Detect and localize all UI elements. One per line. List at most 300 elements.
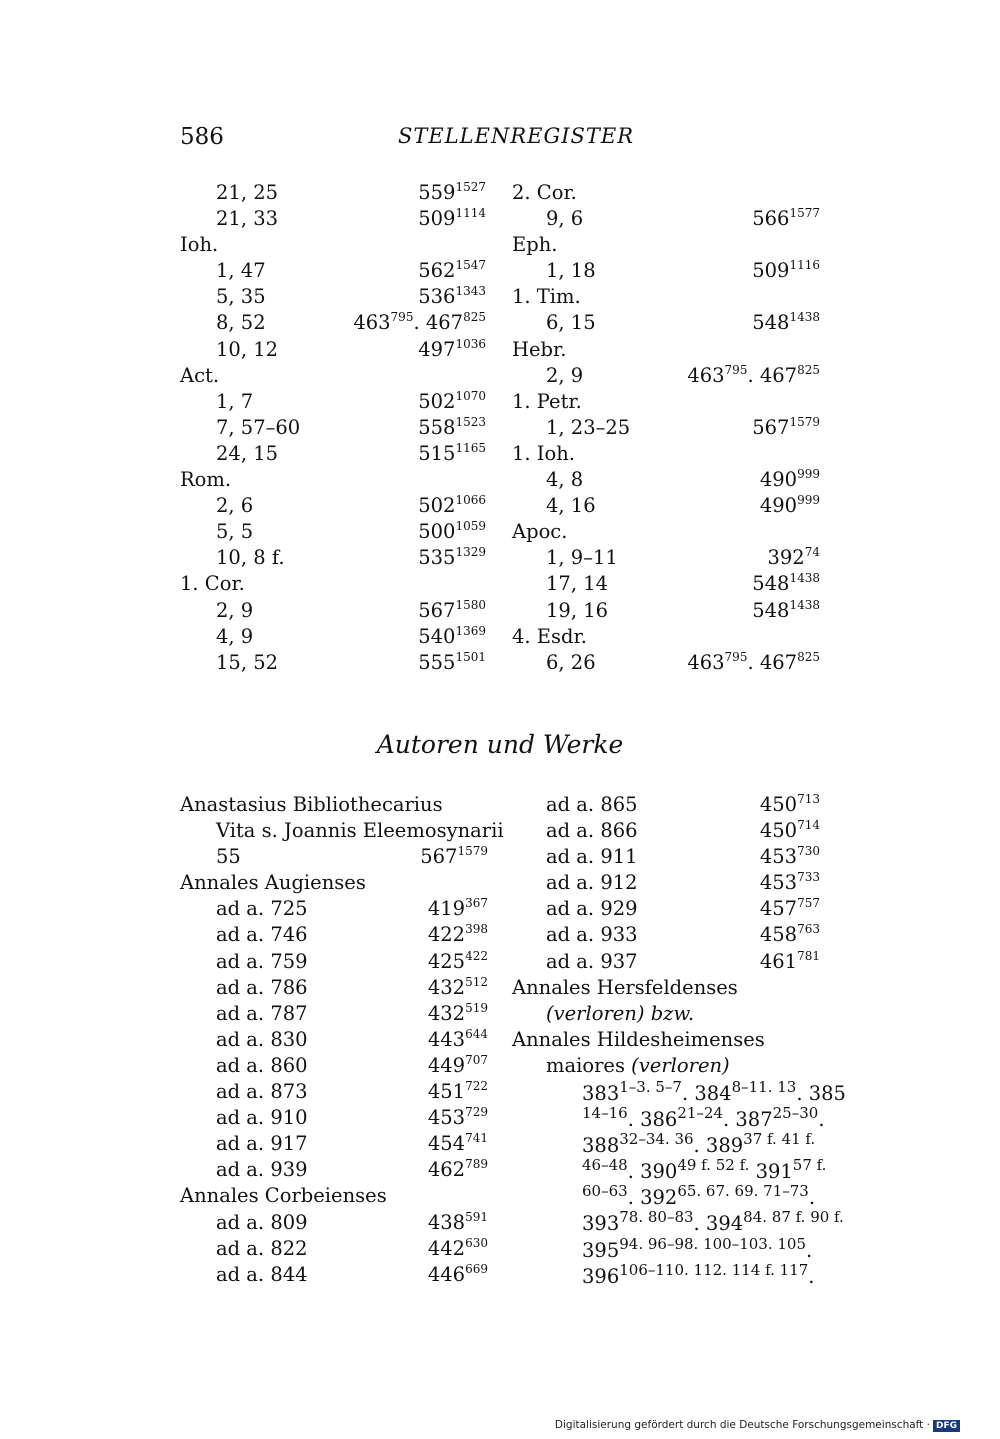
entry-label-text: Annales Hildesheimenses — [512, 1027, 765, 1051]
entry-label — [216, 1236, 308, 1262]
entry-label — [216, 818, 504, 844]
entry-label — [216, 1079, 308, 1105]
index-entry — [180, 180, 486, 206]
entry-label-text: 55 — [216, 845, 241, 869]
ref-footnote: 367 — [465, 896, 488, 911]
index-entry — [512, 389, 820, 415]
entry-label — [546, 1001, 694, 1027]
ref-page: 502 — [418, 389, 456, 413]
page-reference — [418, 180, 486, 208]
entry-label-text: 10, 8 f. — [216, 546, 285, 570]
entry-label — [180, 467, 231, 493]
entry-label — [546, 949, 638, 975]
index-entry — [180, 1079, 488, 1105]
entry-label-text: Rom. — [180, 468, 232, 492]
index-entry — [180, 232, 486, 258]
ref-footnote: 1329 — [455, 545, 486, 560]
page-reference — [760, 818, 820, 846]
ref-page: . 387 — [723, 1108, 773, 1132]
entry-label — [216, 415, 300, 441]
index-column-bottom-left — [180, 792, 504, 1288]
index-entry — [180, 415, 486, 441]
index-entry — [512, 1053, 820, 1079]
index-entry — [512, 571, 820, 597]
page-number: 586 — [180, 124, 224, 150]
entry-label — [546, 258, 596, 284]
ref-page: . 384 — [681, 1082, 732, 1105]
ref-footnote: 1501 — [455, 649, 486, 664]
ref-page: 462 — [427, 1158, 466, 1182]
page-reference — [760, 844, 820, 872]
page-reference — [752, 571, 820, 599]
entry-label — [546, 545, 618, 571]
entry-label — [180, 1183, 387, 1209]
ref-page: 442 — [427, 1236, 466, 1260]
ref-page: 393 — [582, 1212, 620, 1236]
page-reference — [418, 624, 486, 652]
ref-footnote: 707 — [465, 1052, 488, 1067]
entry-label-text: 4, 16 — [546, 494, 596, 518]
entry-label-text: 6, 15 — [546, 311, 596, 335]
ref-footnote: 825 — [797, 649, 820, 664]
ref-page: . 389 — [693, 1134, 744, 1158]
ref-page: 383 — [582, 1082, 620, 1105]
ref-footnote: 519 — [465, 1000, 488, 1015]
index-entry — [180, 598, 486, 624]
index-entry — [180, 650, 486, 676]
entry-label-text: ad a. 933 — [546, 923, 638, 947]
index-entry — [180, 389, 486, 415]
page-reference: $463^{795}$. $467^{825}$ — [353, 310, 486, 335]
ref-footnote: 21–24 — [677, 1104, 723, 1123]
entry-label-text: 1. Tim. — [512, 285, 581, 309]
ref-page: 562 — [418, 259, 456, 283]
ref-page: 500 — [418, 520, 456, 544]
page-reference — [752, 598, 820, 626]
entry-label — [546, 467, 583, 493]
ref-footnote: 795 — [724, 362, 748, 377]
entry-label-text: ad a. 759 — [216, 949, 308, 973]
entry-label-text: Annales Augienses — [180, 871, 366, 895]
entry-label-text: Vita s. Joannis Eleemosynarii — [216, 819, 504, 843]
ref-page: 548 — [752, 598, 790, 622]
index-entry — [512, 792, 820, 818]
entry-label-text: 19, 16 — [546, 598, 609, 622]
entry-label — [216, 284, 266, 310]
entry-label — [216, 975, 308, 1001]
ref-footnote: 669 — [465, 1261, 488, 1276]
index-entry — [180, 206, 486, 232]
entry-label — [216, 389, 253, 415]
index-entry — [512, 870, 820, 896]
entry-label-text: Hebr. — [512, 337, 567, 361]
page-reference — [428, 1027, 488, 1055]
page-reference — [418, 598, 486, 626]
ref-page: 395 — [582, 1238, 620, 1262]
index-entry — [512, 493, 820, 519]
entry-label-italic: (verloren) — [631, 1053, 730, 1077]
ref-footnote: 1114 — [455, 206, 486, 221]
page-reference — [418, 650, 486, 678]
entry-label-text: 4, 8 — [546, 468, 584, 492]
ref-footnote: 1579 — [457, 844, 488, 859]
entry-label — [216, 493, 253, 519]
page-reference — [767, 545, 820, 573]
entry-label-text: 1. Cor. — [180, 572, 245, 596]
index-entry — [512, 284, 820, 310]
ref-footnote: 825 — [797, 362, 820, 377]
entry-label — [216, 1262, 308, 1288]
entry-label-text: 9, 6 — [546, 207, 584, 231]
index-column-top-right — [512, 180, 820, 676]
ref-footnote: 795 — [390, 310, 414, 325]
entry-label — [216, 844, 241, 870]
ref-footnote: 999 — [797, 493, 820, 508]
ref-page: 463 — [687, 363, 725, 387]
page-reference — [420, 844, 488, 872]
entry-label — [512, 975, 738, 1001]
entry-label — [546, 493, 596, 519]
page-reference — [428, 1001, 488, 1029]
page-reference — [418, 389, 486, 417]
page-reference — [752, 258, 820, 286]
index-entry — [180, 493, 486, 519]
index-entry — [512, 363, 820, 389]
entry-label — [546, 415, 630, 441]
ref-page: . — [808, 1264, 815, 1288]
entry-label-text: Eph. — [512, 233, 558, 257]
entry-label-text: ad a. 911 — [546, 845, 638, 869]
page-reference — [428, 1131, 488, 1159]
ref-page: 453 — [759, 845, 798, 869]
index-entry — [512, 545, 820, 571]
entry-label — [546, 844, 638, 870]
ref-page: 490 — [759, 468, 798, 492]
ref-footnote: 94. 96–98. 100–103. 105 — [619, 1234, 806, 1253]
ref-footnote: 741 — [465, 1131, 488, 1146]
ref-footnote: 729 — [465, 1105, 488, 1120]
ref-page: 548 — [752, 311, 790, 335]
index-entry — [180, 922, 488, 948]
index-entry — [512, 206, 820, 232]
ref-footnote: 57 f. — [792, 1156, 827, 1175]
index-entry — [180, 1157, 488, 1183]
ref-page: 497 — [418, 337, 456, 361]
page-reference — [428, 1079, 488, 1107]
entry-label-text: 1, 47 — [216, 259, 266, 283]
ref-page: . — [808, 1186, 816, 1210]
ref-page: . — [806, 1238, 813, 1262]
entry-label-text: Apoc. — [512, 520, 568, 544]
ref-page: 548 — [752, 572, 790, 596]
entry-label-text: ad a. 725 — [216, 897, 308, 921]
ref-page: 515 — [418, 441, 456, 465]
entry-label — [180, 571, 245, 597]
page-reference — [760, 896, 820, 924]
ref-page: 502 — [418, 494, 456, 518]
entry-label — [216, 206, 278, 232]
entry-label-text: 24, 15 — [216, 441, 279, 465]
index-entry — [512, 441, 820, 467]
entry-label-text: ad a. 860 — [216, 1053, 308, 1077]
index-entry — [180, 441, 486, 467]
entry-label — [216, 650, 278, 676]
entry-label — [546, 650, 596, 676]
entry-label-text: ad a. 866 — [546, 819, 638, 843]
ref-footnote: 512 — [465, 974, 488, 989]
ref-page: 438 — [427, 1210, 466, 1234]
entry-label-text: ad a. 830 — [216, 1027, 308, 1051]
entry-label — [512, 519, 567, 545]
index-entry — [180, 1210, 488, 1236]
ref-footnote: 713 — [797, 792, 820, 806]
ref-page: 449 — [427, 1053, 466, 1077]
ref-page: 461 — [759, 949, 798, 973]
ref-footnote: 1116 — [789, 258, 820, 273]
running-title: STELLENREGISTER — [398, 124, 635, 148]
index-entry — [180, 1105, 488, 1131]
index-entry — [512, 1027, 820, 1053]
index-entry — [180, 1236, 488, 1262]
index-entry — [180, 519, 486, 545]
index-entry — [512, 415, 820, 441]
entry-label — [216, 896, 308, 922]
footer-text: Digitalisierung gefördert durch die Deutsche Forschungsgemeinschaft · — [554, 1419, 930, 1431]
index-entry — [512, 650, 820, 676]
ref-page: 490 — [759, 494, 798, 518]
entry-label — [546, 896, 638, 922]
ref-page: 446 — [427, 1262, 466, 1286]
ref-page: 443 — [427, 1027, 466, 1051]
ref-footnote: 825 — [463, 310, 486, 325]
index-entry — [180, 258, 486, 284]
index-entry — [512, 624, 820, 650]
index-entry — [512, 180, 820, 206]
entry-label-text: ad a. 865 — [546, 793, 638, 816]
entry-label — [216, 1131, 308, 1157]
entry-label — [546, 870, 638, 896]
ref-page: 419 — [427, 897, 466, 921]
page-reference — [428, 1262, 488, 1290]
page-reference — [418, 284, 486, 312]
ref-page: 422 — [427, 923, 466, 947]
page-reference — [760, 949, 820, 977]
entry-label — [216, 337, 278, 363]
ref-footnote: 999 — [797, 467, 820, 482]
ref-footnote: 722 — [465, 1079, 488, 1094]
index-entry — [512, 844, 820, 870]
ref-page: 450 — [759, 819, 798, 843]
page-reference — [752, 206, 820, 234]
entry-label-text: 6, 26 — [546, 650, 596, 674]
entry-label — [216, 922, 308, 948]
ref-footnote: 25–30 — [772, 1104, 819, 1123]
ref-page: 540 — [418, 624, 456, 648]
entry-label-text: 10, 12 — [216, 337, 279, 361]
index-entry — [512, 896, 820, 922]
index-entry — [180, 870, 488, 896]
entry-label-text: ad a. 787 — [216, 1001, 308, 1025]
entry-label — [546, 310, 596, 336]
entry-label-text: 5, 5 — [216, 520, 254, 544]
index-entry — [180, 1001, 488, 1027]
entry-label-text: Act. — [180, 363, 220, 387]
ref-footnote: 106–110. 112. 114 f. 117 — [619, 1260, 809, 1279]
ref-page: 463 — [353, 311, 391, 335]
ref-footnote: 84. 87 f. 90 f. — [743, 1208, 844, 1227]
entry-label-text: 15, 52 — [216, 650, 279, 674]
entry-label-text: 1. Petr. — [512, 389, 582, 413]
ref-footnote: 733 — [797, 870, 820, 885]
index-entry — [180, 975, 488, 1001]
page-reference — [418, 415, 486, 443]
page-reference — [418, 441, 486, 469]
ref-footnote: 1369 — [455, 623, 486, 638]
ref-page: 458 — [759, 923, 798, 947]
index-column-bottom-right — [512, 792, 820, 1079]
index-entry — [512, 337, 820, 363]
ref-footnote: 644 — [465, 1026, 488, 1041]
ref-page: 391 — [749, 1160, 793, 1184]
entry-label — [180, 363, 219, 389]
entry-label — [216, 949, 308, 975]
index-entry — [180, 337, 486, 363]
page-reference — [428, 1236, 488, 1264]
ref-page: 555 — [418, 650, 456, 674]
page-reference — [418, 493, 486, 521]
entry-label-text: 5, 35 — [216, 285, 266, 309]
entry-label — [216, 1001, 308, 1027]
entry-label-text: ad a. 844 — [216, 1262, 308, 1286]
entry-label-text: 17, 14 — [546, 572, 609, 596]
ref-footnote: 78. 80–83 — [619, 1208, 694, 1227]
entry-label — [216, 545, 285, 571]
ref-footnote: 1580 — [455, 597, 486, 612]
index-entry — [512, 1001, 820, 1027]
index-entry — [180, 284, 486, 310]
index-entry — [512, 310, 820, 336]
dfg-logo: DFG — [933, 1420, 960, 1432]
index-entry — [180, 1131, 488, 1157]
ref-page: 567 — [420, 845, 458, 869]
ref-page: 536 — [418, 285, 456, 309]
page-reference — [418, 206, 486, 234]
entry-label-text: Annales Corbeienses — [180, 1184, 387, 1208]
entry-label — [216, 1053, 308, 1079]
ref-footnote: 46–48 — [582, 1156, 628, 1175]
ref-footnote: 763 — [797, 922, 820, 937]
ref-page: 451 — [427, 1080, 466, 1104]
entry-label-text: 2, 9 — [546, 363, 584, 387]
index-entry — [512, 519, 820, 545]
page-reference — [428, 975, 488, 1003]
page-reference — [760, 493, 820, 521]
entry-label-text: Ioh. — [180, 233, 219, 257]
entry-label — [546, 818, 638, 844]
page-reference — [428, 1105, 488, 1133]
digitization-footer — [555, 1419, 960, 1432]
ref-page: 509 — [418, 207, 456, 231]
ref-footnote: 1438 — [789, 571, 820, 586]
entry-label-text: 21, 33 — [216, 207, 279, 231]
ref-footnote: 1438 — [789, 310, 820, 325]
ref-footnote: 789 — [465, 1157, 488, 1172]
ref-page: 453 — [759, 871, 798, 895]
index-entry — [180, 624, 486, 650]
entry-label-text: 4, 9 — [216, 624, 254, 648]
reference-line — [582, 1208, 844, 1237]
index-entry — [180, 844, 488, 870]
page-reference — [428, 896, 488, 924]
entry-label-text: 1, 18 — [546, 259, 596, 283]
entry-label — [216, 1027, 308, 1053]
page-reference — [428, 949, 488, 977]
ref-footnote: 1547 — [455, 258, 486, 273]
ref-page: . 386 — [627, 1108, 678, 1132]
ref-footnote: 1527 — [455, 180, 486, 194]
entry-label-text: 1, 23–25 — [546, 415, 631, 439]
index-entry — [180, 1053, 488, 1079]
page-reference — [428, 1210, 488, 1238]
page-reference — [428, 922, 488, 950]
ref-footnote: 1343 — [455, 284, 486, 299]
entry-label — [546, 206, 583, 232]
index-entry — [180, 949, 488, 975]
ref-page: 566 — [752, 207, 790, 231]
entry-label — [512, 232, 557, 258]
ref-page: . — [818, 1108, 825, 1132]
ref-page: 567 — [418, 598, 456, 622]
ref-page: 454 — [427, 1132, 466, 1156]
ref-page: 392 — [767, 546, 805, 570]
ref-page: 535 — [418, 546, 456, 570]
page-reference: $463^{795}$. $467^{825}$ — [687, 649, 820, 674]
ref-footnote: 1579 — [789, 414, 820, 429]
ref-page: 467 — [759, 650, 798, 674]
entry-label-text: 1, 9–11 — [546, 546, 618, 570]
page-reference — [418, 337, 486, 365]
page-reference — [752, 310, 820, 338]
entry-label — [546, 363, 583, 389]
ref-footnote: 74 — [804, 545, 820, 560]
ref-footnote: 1438 — [789, 597, 820, 612]
index-entry — [180, 545, 486, 571]
entry-label — [546, 598, 608, 624]
index-entry — [180, 1183, 488, 1209]
index-column-top-left — [180, 180, 486, 676]
entry-label — [512, 284, 581, 310]
index-entry — [180, 818, 504, 844]
ref-footnote: 398 — [465, 922, 488, 937]
ref-page: 396 — [582, 1264, 620, 1288]
ref-footnote: 1523 — [455, 414, 486, 429]
ref-footnote: 781 — [797, 948, 820, 963]
entry-label-text: ad a. 939 — [216, 1158, 308, 1182]
entry-label — [216, 180, 278, 206]
ref-footnote: 1070 — [455, 388, 486, 403]
entry-label-text: 4. Esdr. — [512, 624, 587, 648]
index-entry — [180, 1262, 488, 1288]
entry-label-text: 1, 7 — [216, 389, 254, 413]
entry-label — [180, 870, 366, 896]
section-title: Autoren und Werke — [376, 730, 624, 759]
entry-label — [216, 1157, 308, 1183]
ref-footnote: 1–3. 5–7 — [619, 1078, 682, 1096]
ref-footnote: 1577 — [789, 206, 820, 221]
ref-footnote: 49 f. 52 f. — [677, 1156, 750, 1175]
index-entry — [180, 467, 486, 493]
ref-page: 425 — [427, 949, 466, 973]
